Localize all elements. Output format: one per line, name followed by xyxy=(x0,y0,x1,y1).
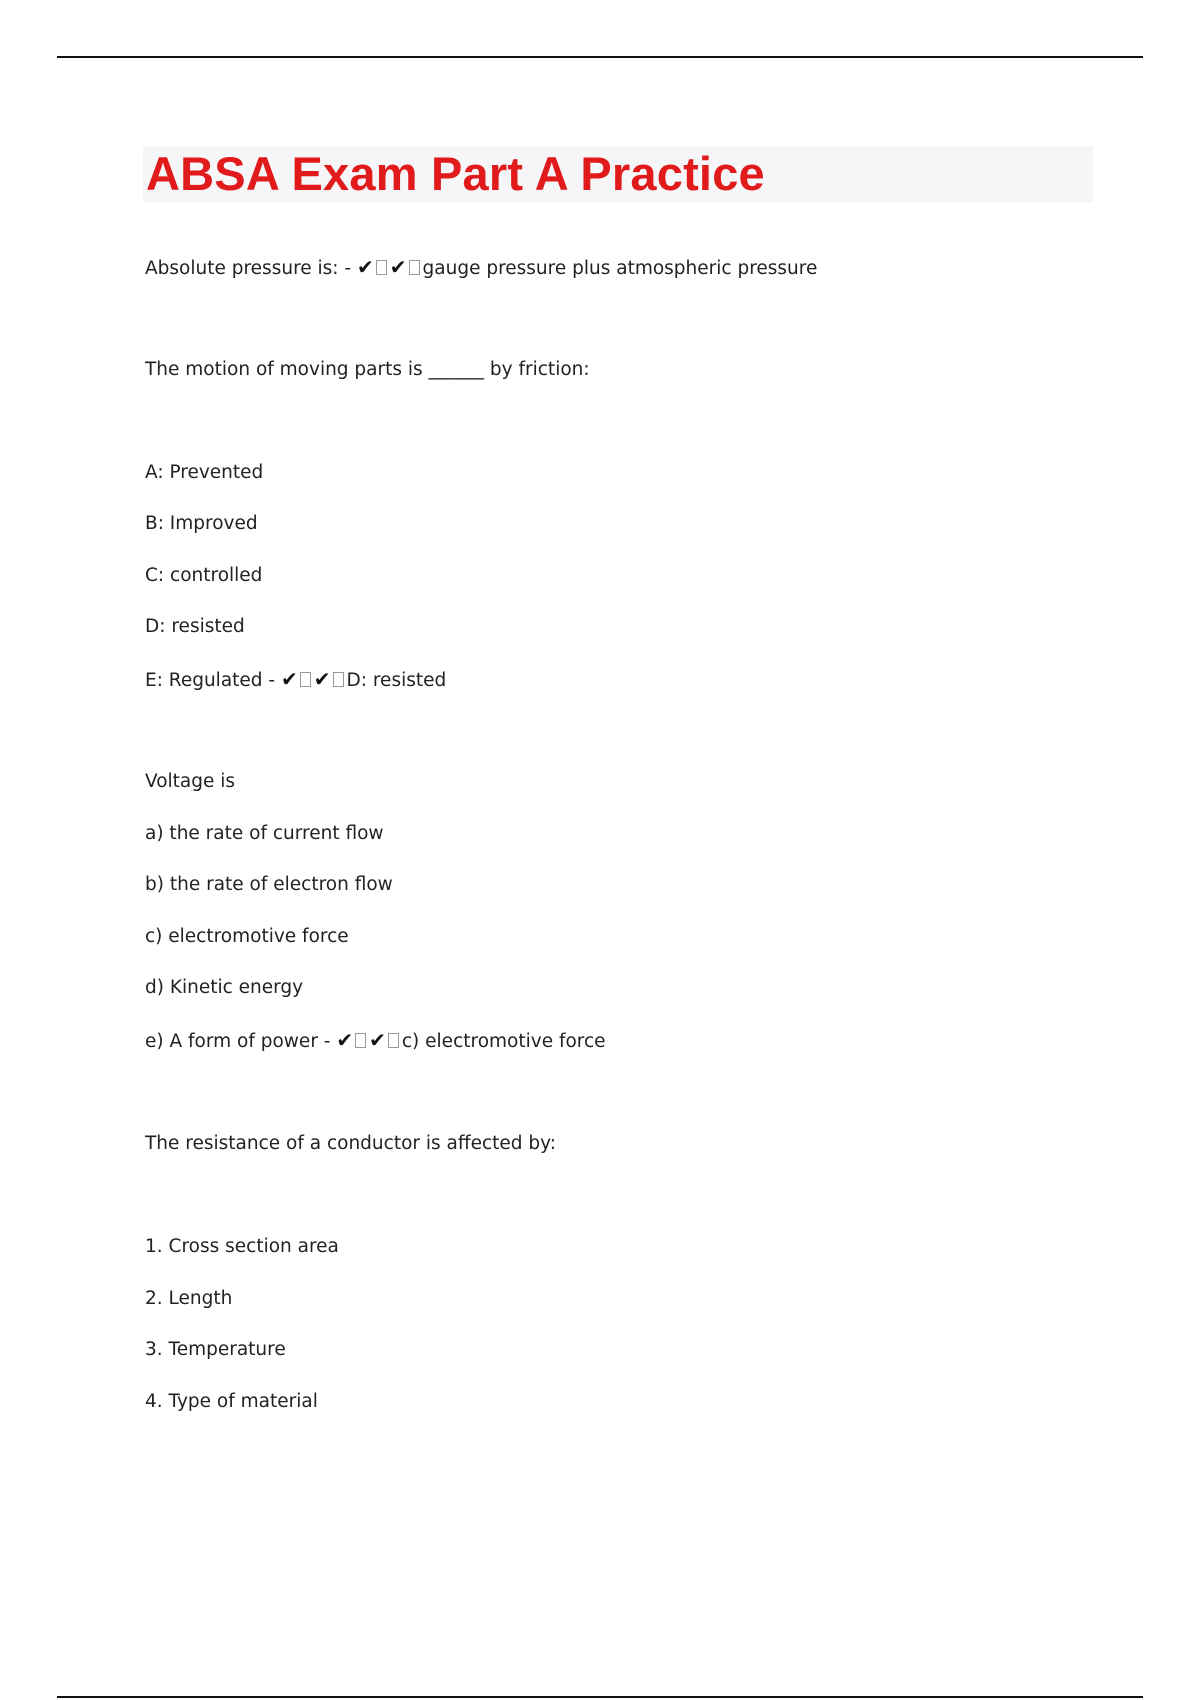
answer-text: gauge pressure plus atmospheric pressure xyxy=(422,258,818,279)
question-voltage: Voltage is xyxy=(145,771,236,792)
option-c: c) electromotive force xyxy=(145,926,349,947)
question-absolute-pressure xyxy=(145,254,817,282)
question-resistance: The resistance of a conductor is affected by: xyxy=(145,1133,557,1154)
check-icon: ✔ xyxy=(369,1028,386,1052)
answer-text: D: resisted xyxy=(346,670,447,691)
question-text: Absolute pressure is: - xyxy=(145,258,357,279)
check-icon: ✔ xyxy=(336,1028,354,1052)
list-item: 1. Cross section area xyxy=(145,1236,339,1257)
check-icon: ✔ xyxy=(389,255,407,279)
box-icon xyxy=(409,260,420,275)
check-icon: ✔ xyxy=(356,255,374,279)
option-a: a) the rate of current flow xyxy=(145,823,384,844)
list-item: 3. Temperature xyxy=(145,1339,286,1360)
check-icon: ✔ xyxy=(280,667,298,691)
box-icon xyxy=(333,672,344,687)
box-icon xyxy=(388,1033,399,1048)
header-rule xyxy=(57,56,1143,58)
box-icon xyxy=(300,672,311,687)
box-icon xyxy=(355,1033,366,1048)
option-text: E: Regulated - xyxy=(145,670,281,691)
answer-text: c) electromotive force xyxy=(401,1031,606,1052)
option-d: D: resisted xyxy=(145,616,245,637)
check-icon: ✔ xyxy=(313,667,331,691)
option-e-with-answer xyxy=(145,1027,606,1055)
list-item: 4. Type of material xyxy=(145,1391,318,1412)
option-b: b) the rate of electron flow xyxy=(145,874,393,895)
option-a: A: Prevented xyxy=(145,462,264,483)
option-c: C: controlled xyxy=(145,565,263,586)
document-title: ABSA Exam Part A Practice xyxy=(146,147,765,200)
question-friction: The motion of moving parts is ______ by friction: xyxy=(145,359,590,380)
option-e-with-answer xyxy=(145,666,446,694)
option-b: B: Improved xyxy=(145,513,258,534)
footer-rule xyxy=(57,1696,1143,1698)
option-d: d) Kinetic energy xyxy=(145,977,304,998)
option-text: e) A form of power - xyxy=(145,1031,337,1052)
box-icon xyxy=(376,260,387,275)
list-item: 2. Length xyxy=(145,1288,233,1309)
